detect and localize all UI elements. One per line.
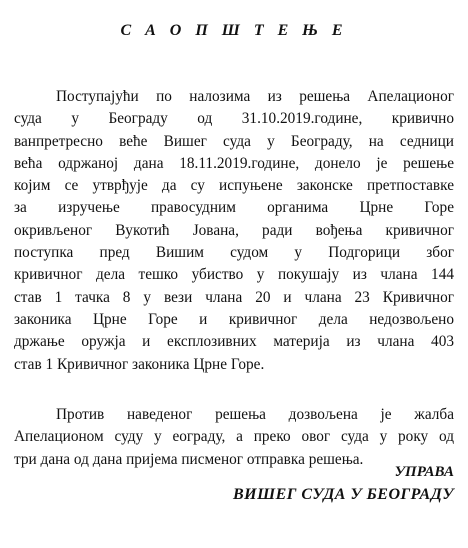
paragraph-line: ванпретресно веће Вишег суда у Београду, на седници <box>14 132 454 150</box>
paragraph-line: већа одржаној дана 18.11.2019.године, донело је решење <box>14 154 454 172</box>
paragraph-line: којим се утврђује да су испуњене законске претпоставке <box>14 177 454 195</box>
paragraph-line: за изручење правосудним органима Црне Горе <box>14 199 454 217</box>
paragraph-line: Поступајући по налозима из решења Апелационог <box>56 88 454 105</box>
paragraph-decision <box>14 86 454 376</box>
signature-office: УПРАВА <box>394 464 454 480</box>
paragraph-appeal <box>14 404 454 471</box>
paragraph-line: држање оружја и експлозивних материја из члана 403 <box>14 333 454 351</box>
paragraph-line: суда у Београду од 31.10.2019.године, кривично <box>14 110 454 128</box>
paragraph-line: три дана од дана пријема писменог отправка решења. <box>14 450 364 468</box>
paragraph-line: поступка пред Вишим судом у Подгорици због <box>14 244 454 262</box>
paragraph-line: став 1 Кривичног законика Црне Горе. <box>14 355 265 373</box>
document-title: С А О П Ш Т Е Њ Е <box>120 22 348 39</box>
signature-court: ВИШЕГ СУДА У БЕОГРАДУ <box>232 486 454 503</box>
paragraph-line: законика Црне Горе и кривичног дела недозвољено <box>14 310 454 328</box>
paragraph-line: Апелационом суду у еограду, а преко овог суда у року од <box>14 428 454 446</box>
paragraph-line: став 1 тачка 8 у вези члана 20 и члана 23 Кривичног <box>14 288 454 306</box>
paragraph-line: окривљеног Вукотић Јована, ради вођења кривичног <box>14 221 454 239</box>
paragraph-line: кривичног дела тешко убиство у покушају из члана 144 <box>14 266 454 284</box>
paragraph-line: Против наведеног решења дозвољена је жалба <box>56 406 454 423</box>
